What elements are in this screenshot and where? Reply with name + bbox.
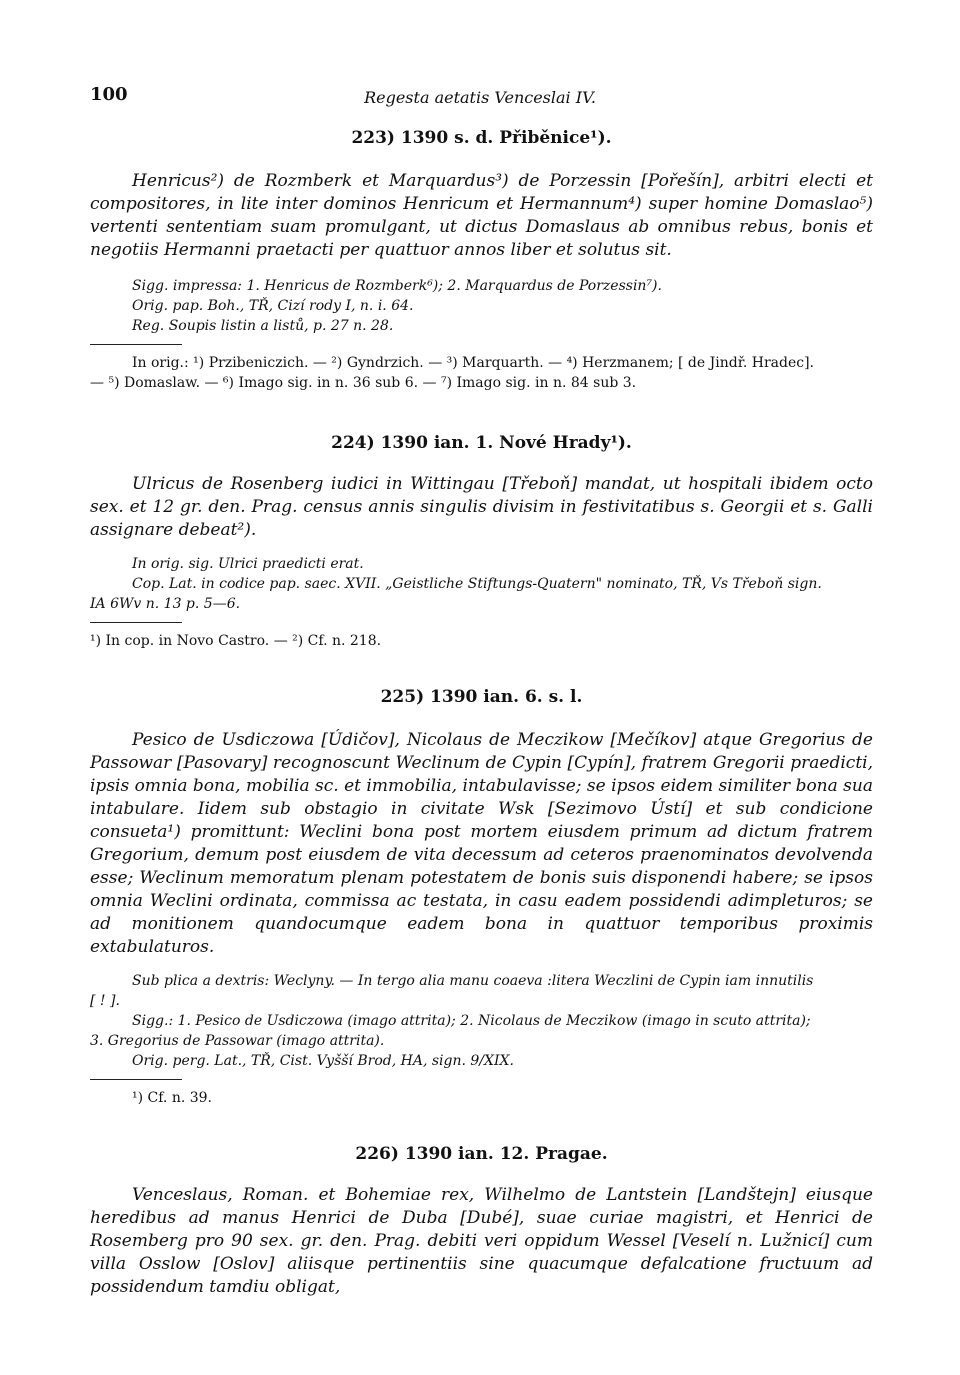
entry-text: Venceslaus, Roman. et Bohemiae rex, Wilhelmo de Lantstein [Landštejn] eiusque heredibus ad manus Henrici de Duba [Dubé], suae curiae magistri, et Henrici de Rosemberg pro 90 sex. gr. den. Prag. debiti veri oppidum Wessel [Veselí n. Lužnicí] cum villa Osslow [Oslov] aliisque pertinentiis sine quacumque defalcatione fructuum ad possidendum tamdiu obligat, [90,1185,873,1297]
entry-notes [90,554,873,614]
entry-223 [90,128,873,393]
note-line: [ ! ]. [90,993,120,1009]
entry-heading: 223) 1390 s. d. Přiběnice¹). [351,128,612,148]
note-line: Reg. Soupis listin a listů, p. 27 n. 28. [132,318,394,334]
entry-225 [90,687,873,1108]
note-line: Sub plica a dextris: Weclyny. — In tergo alia manu coaeva :litera Weczlini de Cypin iam innutilis [132,973,814,989]
note-line: Sigg. impressa: 1. Henricus de Rozmberk⁶); 2. Marquardus de Porzessin⁷). [132,278,662,294]
note-line: Orig. perg. Lat., TŘ, Cist. Vyšší Brod, HA, sign. 9/XIX. [132,1053,514,1069]
note-line: Sigg.: 1. Pesico de Usdiczowa (imago attrita); 2. Nicolaus de Meczikow (imago in scuto attrita); [132,1013,811,1029]
footnote-line: ¹) Cf. n. 39. [132,1090,213,1106]
entry-224 [90,433,873,651]
entry-notes [90,276,873,336]
note-line: Cop. Lat. in codice pap. saec. XVII. „Geistliche Stiftungs-Quatern" nominato, TŘ, Vs Třeboň sign. [132,576,822,592]
entry-heading: 224) 1390 ian. 1. Nové Hrady¹). [331,433,632,453]
entry-226 [90,1144,873,1299]
note-line: 3. Gregorius de Passowar (imago attrita). [90,1033,385,1049]
entry-text: Henricus²) de Rozmberk et Marquardus³) de Porzessin [Pořešín], arbitri electi et compositores, in lite inter dominos Henricum et Hermannum⁴) super homine Domaslao⁵) vertenti sententiam suam promulgant, ut dictus Domaslaus ab omnibus rebus, bonis et negotiis Hermanni praetacti per quattuor annos liber et solutus sit. [90,171,873,260]
footnote-rule [90,1079,182,1080]
running-title: Regesta aetatis Venceslai IV. [364,88,596,107]
footnotes [90,353,873,393]
note-line: In orig. sig. Ulrici praedicti erat. [132,556,364,572]
footnote-rule [90,622,182,623]
entry-heading: 226) 1390 ian. 12. Pragae. [355,1144,608,1164]
page-content [90,128,873,1299]
note-line: IA 6Wv n. 13 p. 5—6. [90,596,241,612]
footnotes [90,631,873,651]
footnote-line: ¹) In cop. in Novo Castro. — ²) Cf. n. 218. [90,633,382,649]
footnote-rule [90,344,182,345]
footnotes [90,1088,873,1108]
entry-notes [90,971,873,1071]
page-number: 100 [90,84,128,105]
footnote-line: — ⁵) Domaslaw. — ⁶) Imago sig. in n. 36 sub 6. — ⁷) Imago sig. in n. 84 sub 3. [90,375,637,391]
note-line: Orig. pap. Boh., TŘ, Cizí rody I, n. i. 64. [132,298,414,314]
footnote-line: In orig.: ¹) Przibeniczich. — ²) Gyndrzich. — ³) Marquarth. — ⁴) Herzmanem; [ de Jindř. Hradec]. [132,355,815,371]
entry-text: Pesico de Usdiczowa [Údičov], Nicolaus de Meczikow [Mečíkov] atque Gregorius de Passowar [Pasovary] recognoscunt Weclinum de Cypin [Cypín], fratrem Gregorii praedicti, ipsis omnia bona, mobilia sc. et immobilia, intabulavisse; se ipsos eidem similiter bona sua intabulare. Iidem sub obstagio in civitate Wsk [Sezimovo Ústí] et sub condicione consueta¹) promittunt: Weclini bona post mortem eiusdem primum ad dictum fratrem Gregorium, demum post eiusdem de vita decessum ad ceteros praenominatos devolvenda esse; Weclinum memoratum plenam potestatem de bonis suis disponendi habere; se ipsos omnia Weclini ordinata, commissa ac testata, in casu eadem possidendi adimpleturos; se ad monitionem quandocumque eadem bona in quattuor temporibus proximis extabulaturos. [90,730,873,957]
entry-heading: 225) 1390 ian. 6. s. l. [380,687,583,707]
entry-text: Ulricus de Rosenberg iudici in Wittingau [Třeboň] mandat, ut hospitali ibidem octo sex. et 12 gr. den. Prag. census annis singulis divisim in festivitatibus s. Georgii et s. Galli assignare debeat²). [90,474,873,540]
